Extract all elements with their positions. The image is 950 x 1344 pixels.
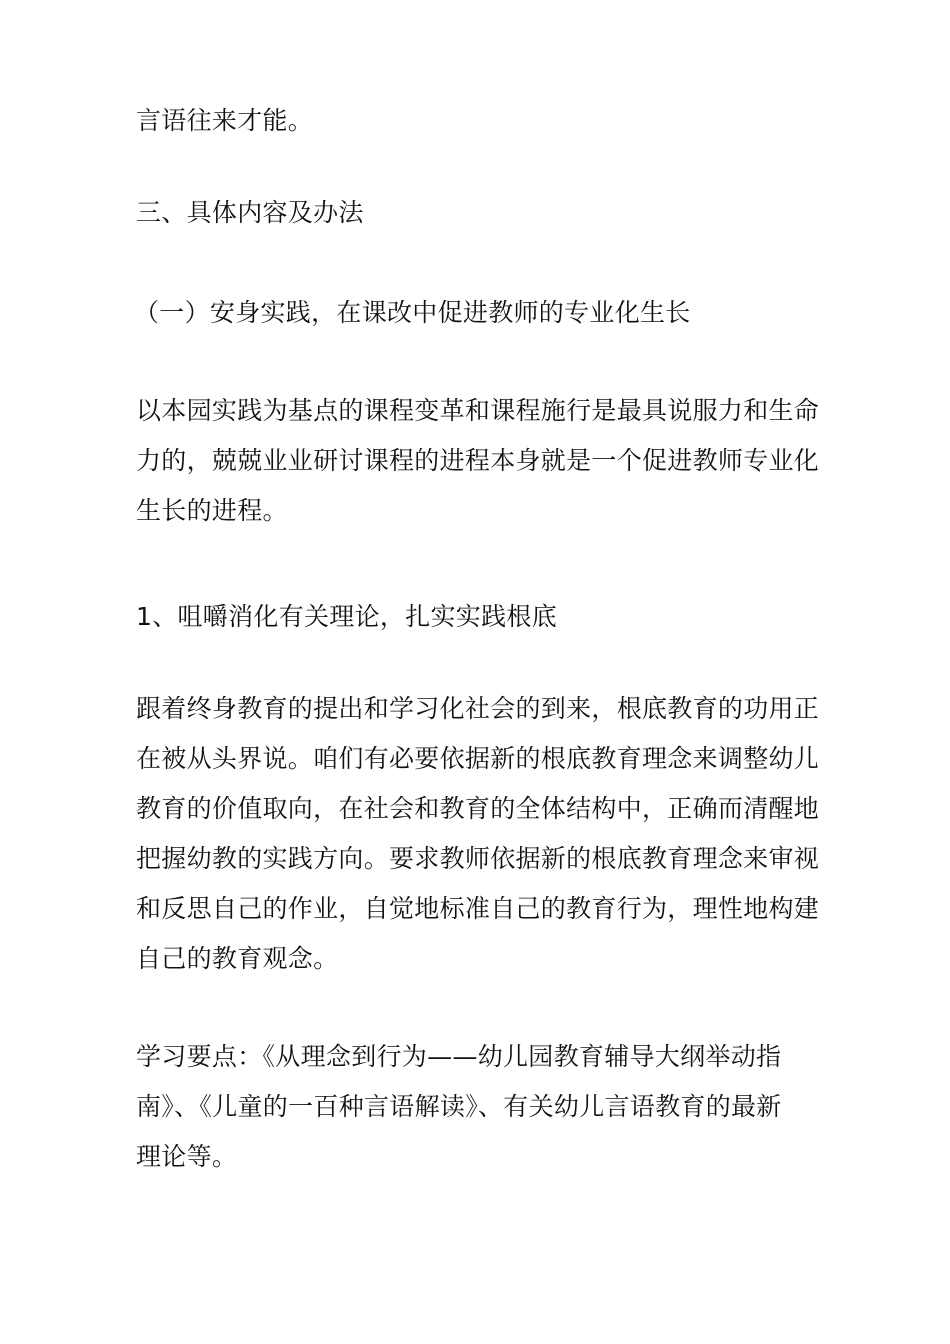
section-heading: 三、具体内容及办法 bbox=[136, 198, 364, 227]
subsection-heading: （一）安身实践，在课改中促进教师的专业化生长 bbox=[134, 298, 691, 327]
paragraph-line: 自己的教育观念。 bbox=[136, 944, 339, 973]
paragraph-line: 以本园实践为基点的课程变革和课程施行是最具说服力和生命 bbox=[136, 396, 820, 425]
paragraph-line: 跟着终身教育的提出和学习化社会的到来，根底教育的功用正 bbox=[136, 694, 820, 723]
paragraph-line: 学习要点：《从理念到行为——幼儿园教育辅导大纲举动指 bbox=[136, 1042, 782, 1071]
paragraph-line: 和反思自己的作业，自觉地标准自己的教育行为，理性地构建 bbox=[136, 894, 820, 923]
paragraph-line: 南》、《儿童的一百种言语解读》、有关幼儿言语教育的最新 bbox=[136, 1092, 782, 1121]
text-line: 言语往来才能。 bbox=[136, 106, 314, 135]
paragraph-line: 生长的进程。 bbox=[136, 496, 288, 525]
paragraph-line: 在被从头界说。咱们有必要依据新的根底教育理念来调整幼儿 bbox=[136, 744, 820, 773]
paragraph-line: 力的，兢兢业业研讨课程的进程本身就是一个促进教师专业化 bbox=[136, 446, 820, 475]
paragraph-line: 教育的价值取向，在社会和教育的全体结构中，正确而清醒地 bbox=[136, 794, 820, 823]
paragraph-line: 理论等。 bbox=[136, 1142, 238, 1171]
item-heading: 1、咀嚼消化有关理论，扎实实践根底 bbox=[136, 602, 558, 631]
paragraph-line: 把握幼教的实践方向。要求教师依据新的根底教育理念来审视 bbox=[136, 844, 820, 873]
